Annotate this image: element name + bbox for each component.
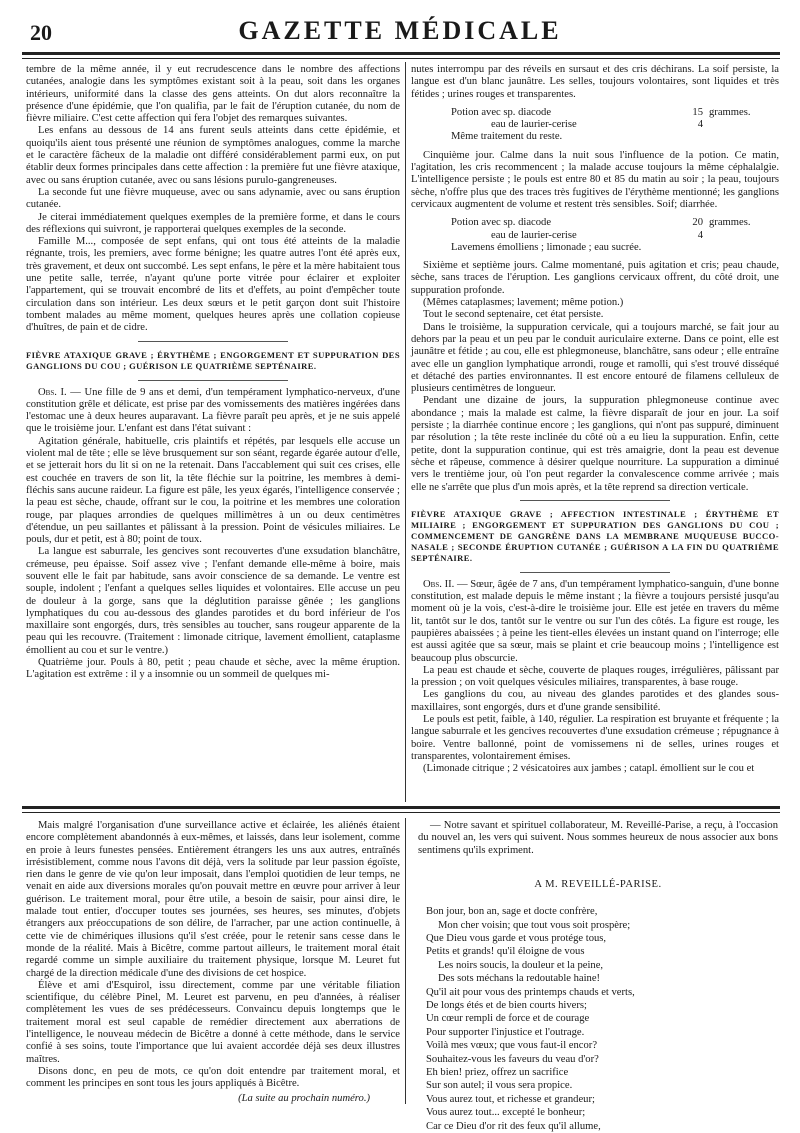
paragraph: Cinquième jour. Calme dans la nuit sous l'influence de la potion. Ce matin, l'agitation, les cris recommencent ; la malade accuse toujours la même céphalalgie. L'intelligence persiste ; le pouls est entre 80 et 85 du matin au soir ; la peau, toujours sèche, n'offre plus que des traces très fugitives de l'érythème mentionné; les ganglions cervicaux augmentent de volume et restent très sensibles. Soif; diarrhée. [411,149,779,210]
paragraph: Agitation générale, habituelle, cris plaintifs et répétés, par lesquels elle accuse un violent mal de tête ; elle se lève brusquement sur son séant, regarde égarée autour d'elle, et se jetterait hors du lit si on ne la retenait. Dans l'accablement qui suit ces crises, elle est couchée en travers de son lit, la tête fléchie sur la poitrine, les membres à demi-fléchis sans aucune raideur. La figure est pâle, les yeux égarés, l'intelligence conservée ; la peau est sèche, chaude, offrant sur le cou, la poitrine et les membres une coloration rouge, par plaques arrondies de quelques millimètres à un ou deux centimètres d'étendue, un peu saillantes et pâlissant à la pression. Point de vésicules miliaires. Le pouls, dur et petit, est à 80; point de toux. [26,435,400,546]
prescription-unit: grammes. [709,217,751,229]
column-divider [405,818,406,1104]
header-rule-thick [22,52,780,55]
prescription-quantity: 15 [692,106,703,118]
paragraph: Quatrième jour. Pouls à 80, petit ; peau chaude et sèche, avec la même éruption. L'agitation est extrême : il y a insomnie ou un sommeil de quelques mi- [26,657,400,681]
paragraph: Je citerai immédiatement quelques exemples de la première forme, et dans le cours des réflexions qui suivront, je rapporterai quelques exemples de la seconde. [26,211,400,235]
observation-text: — Sœur, âgée de 7 ans, d'un tempérament lymphatico-sanguin, d'une bonne constitution, est malade depuis le même instant ; la fièvre a toujours persisté jusqu'au moment où je la vois, c'est-à-dire le troisième jour. Elle est jetée en travers du même lit, tantôt sur le dos, tantôt sur le ventre ou sur l'un des côtés. La figure est rouge, les paupières abaissées ; à peine les tient-elles élevées un instant quand on l'interroge; elle est aussi agitée que sa sœur, mais se plaint et crie beaucoup moins ; l'intelligence est beaucoup plus obscurcie. [411,578,779,664]
section-divider [520,500,670,501]
observation-heading: FIÈVRE ATAXIQUE GRAVE ; AFFECTION INTESTINALE ; ÉRYTHÈME ET MILIAIRE ; ENGORGEMENT ET SUPPURATION DES GANGLIONS DU COU ; COMMENCEMENT DE GANGRÈNE DANS LA MEMBRANE MUQUEUSE BUCCO-NASALE ; SECONDE ÉRUPTION CUTANÉE ; GUÉRISON A LA FIN DU QUATRIÈME SEPTÉNAIRE. [411,508,779,563]
paragraph: Pendant une dizaine de jours, la suppuration phlegmoneuse continue avec abondance ; mais la malade est calme, la fièvre disparaît de jour en jour. La soif persiste ; la diarrhée continue encore ; les ganglions, qui n'ont pas suppuré, diminuent par résolution ; la tête reste inclinée du côté où a eu lieu la suppuration. Enfin, cette petite, dont la suppuration continue, qui est très amaigrie, dont la peau est devenue sèche et râpeuse, commence à désirer quelque nourriture. La suppuration a diminué vers le trentième jour, où l'on peut regarder la convalescence comme arrivée ; mais elle ne s'arrête que plus d'un mois après, et la tête reprend sa direction verticale. [411,395,779,493]
section-divider [138,380,288,381]
paragraph: La seconde fut une fièvre muqueuse, avec ou sans adynamie, avec ou sans éruption cutanée. [26,186,400,211]
paragraph: Sixième et septième jours. Calme momentané, puis agitation et cris; peau chaude, sèche, sans traces de l'éruption. Les ganglions cervicaux offrent, du côté droit, une suppuration profonde. [411,260,779,296]
prescription-note: Lavemens émolliens ; limonade ; eau sucrée. [451,241,642,253]
section-rule-thin [22,812,780,813]
continued-notice: (La suite au prochain numéro.) [238,1092,370,1104]
poem-line: Des sots méchans la redoutable haine! [438,973,601,985]
feuilleton-column [26,820,400,1104]
prescription-quantity: 4 [697,229,703,241]
prescription-quantity: 4 [697,119,703,131]
poem-line: Souhaitez-vous les faveurs du veau d'or? [426,1053,599,1065]
paragraph: Les enfans au dessous de 14 ans furent seuls atteints dans cette épidémie, et quoiqu'ils aient tous présenté une réunion de symptômes analogues, comme la marche et le caractère fâcheux de la maladie ont différé considérablement parmi eux, on put établir deux formes principales dans cette affection : la première fut une fièvre ataxique, avec ou sans éruption cutanée, avec ou sans lésions purulo-gangreneuses. [26,125,400,186]
section-divider [138,341,288,342]
paragraph: nutes interrompu par des réveils en sursaut et des cris déchirans. La soif persiste, la langue est d'un blanc jaunâtre. Les selles, toujours volontaires, sont liquides et très fétides ; urines rouges et transparentes. [411,64,779,100]
paragraph: (Limonade citrique ; 2 vésicatoires aux jambes ; catapl. émollient sur le cou et [423,763,755,775]
observation-label: Obs. II. [423,578,455,590]
right-column [411,64,779,800]
observation-label: Obs. I. [38,386,67,398]
prescription [451,217,779,254]
poem-line: Les noirs soucis, la douleur et la peine, [438,959,604,971]
paragraph: La peau est chaude et sèche, couverte de plaques rouges, irrégulières, pâlissant par la pression ; on voit quelques vésicules miliaires, transparentes, à base rouge. [411,664,779,689]
poem-line: Vous aurez tout, et richesse et grandeur; [426,1093,595,1105]
observation-paragraph [26,387,400,436]
observation-paragraph [411,579,779,665]
prescription-quantity: 20 [692,217,703,229]
column-divider [405,62,406,802]
paragraph: Mais malgré l'organisation d'une surveillance active et éclairée, les aliénés étaient encore complètement abandonnés à eux-mêmes, et laissés, dans leur isolement, comme en proie à leurs funestes pensées. Entièrement étrangers les uns aux autres, entraînés irrésistiblement, comme nous l'avons dit déjà, vers la solitude par leur passion égoïste, rien dans le genre de vie qu'on leur imposait, dans l'emploi quotidien de leur temps, ne venait en aide aux diversions morales qu'on pouvait mettre en œuvre pour arriver à leur guérison. Le traitement moral, pour être utile, a besoin de saisir, pour ainsi dire, le malade tout entier, d'occuper toutes ses journées, ses heures, ses minutes, d'objets étrangers aux préoccupations de son délire, de l'arracher, par une action continuelle, à cette vie de chimériques illusions qu'il s'est créée, pour le retenir sans cesse dans le monde de la réalité. Mais à Bicêtre, comme partout ailleurs, le traitement moral était regardé comme un simple auxiliaire du traitement physique, lorsque M. Leuret fut chargé de la direction médicale d'une des divisions de cet hospice. [26,820,400,979]
prescription-line: eau de laurier-cerise [491,229,577,241]
prescription-unit: grammes. [709,106,751,118]
section-rule-thick [22,806,780,809]
poem-line: Sur son autel; il vous sera propice. [426,1080,573,1092]
prescription-line: eau de laurier-cerise [491,119,577,131]
paragraph: La langue est saburrale, les gencives sont recouvertes d'une exsudation blanchâtre, crémeuse, peu épaisse. Soif assez vive ; l'enfant demande elle-même à boire, mais souvent elle le fait par habitude, sans avoir conscience de sa demande. Le ventre est souple, indolent ; l'enfant a quelques selles liquides et volontaires. Elle accuse un peu de douleur à la gorge, sans que la déglutition paraisse gênée ; les ganglions lymphatiques du cou au-dessous des glandes parotides et du bord inférieur de l'os maxillaire sont engorgés, durs, très sensibles au toucher, sans rougeur apparente de la peau qui les recouvre. (Traitement : limonade citrique, lavement émollient, cataplasme émollient au cou et sur le ventre.) [26,546,400,656]
poem-line: Eh bien! priez, offrez un sacrifice [426,1067,569,1079]
prescription-line: Potion avec sp. diacode [451,217,552,229]
poem-line: Mon cher voisin; que tout vous soit prospère; [438,919,631,931]
observation-heading: FIÈVRE ATAXIQUE GRAVE ; ÉRYTHÈME ; ENGORGEMENT ET SUPPURATION DES GANGLIONS DU COU ; GUÉRISON LE QUATRIÈME SEPTÉNAIRE. [26,349,400,371]
poem-line: De longs étés et de bien courts hivers; [426,1000,587,1012]
paragraph: Le pouls est petit, faible, à 140, régulier. La respiration est bruyante et fréquente ; la langue saburrale et les gencives recouvertes d'une exsudation crémeuse ; répugnance à boire. Ventre ballonné, point de vomissemens ni de selles, urines rouges et transparentes, volontairement émises. [411,714,779,762]
paragraph: Les ganglions du cou, au niveau des glandes parotides et des glandes sous-maxillaires, sont engorgés, durs et d'une grande sensibilité. [411,689,779,713]
poem-column [418,820,778,1132]
paragraph: Famille M..., composée de sept enfans, qui ont tous été atteints de la maladie régnante, trois, les premiers, avec forme bénigne; les quatre autres l'ont été après eux, très gravement, et deux ont succombé. Les sept enfans, le père et la mère habitaient tous une petite salle, terrée, n'ayant qu'une porte vitrée pour éclairer et exploiter l'appartement, qui se trouvait encombré de lits et d'effets, au point d'empêcher toute circulation dans son intérieur. Les deux sœurs et le petit garçon dont suit l'histoire tombent malades au même moment, quelques heures après une collation copieuse d'huîtres, de pain et de cidre. [26,236,400,334]
poem-line: Voilà mes vœux; que vous faut-il encor? [426,1040,598,1052]
header-rule-thin [22,58,780,59]
poem-line: Vous aurez tout... excepté le bonheur; [426,1107,586,1119]
section-divider [520,572,670,573]
prescription-line: Potion avec sp. diacode [451,106,552,118]
poem [418,905,778,1133]
paragraph: Dans le troisième, la suppuration cervicale, qui a toujours marché, se fait jour au dehors par la peau et un peu par le conduit auriculaire externe. Dans ce point, elle est jaunâtre et fétide ; au cou, elle est phlegmoneuse, blanchâtre, sans odeur ; elle entraîne avec elle un ganglion lymphatique arrondi, rouge et ramolli, qui s'est trouvé disséqué et détaché des parties environnantes. Il est encore entouré de filamens celluleux de plusieurs centimètres de longueur. [411,321,779,395]
paragraph: tembre de la même année, il y eut recrudescence dans le nombre des affections cutanées, analogie dans les symptômes existant soit à la peau, soit dans les organes intérieurs, uniformité dans la classe des gens atteints. On dut alors reconnaître la présence d'une épidémie, que l'on qualifia, par le fait de l'éruption cutanée, du nom de fièvre miliaire. C'est cette affection qui fera l'objet des remarques suivantes. [26,64,400,125]
poem-line: Bon jour, bon an, sage et docte confrère, [426,906,598,918]
page-number: 20 [30,20,52,45]
poem-intro: — Notre savant et spirituel collaborateur, M. Reveillé-Parise, a reçu, à l'occasion du nouvel an, les vers qui suivent. Nous sommes heureux de nous associer aux bons sentimens qu'ils expriment. [418,820,778,856]
paragraph: Tout le second septenaire, cet état persiste. [423,309,604,321]
poem-line: Un cœur rempli de force et de courage [426,1013,590,1025]
prescription-note: Même traitement du reste. [451,131,563,143]
paragraph: Élève et ami d'Esquirol, issu directement, comme par une véritable filiation scientifique, du célèbre Pinel, M. Leuret est parvenu, en peu d'années, à réaliser complètement les vues de ses prédécesseurs. Convaincu depuis longtemps que le traitement moral est seul capable de remédier directement aux aberrations de l'intelligence, le nouveau médecin de Bicêtre a donné à cette méthode, dans le service confié à ses soins, toute l'importance que lui avaient accordée déjà ses deux illustres maîtres. [26,979,400,1065]
poem-line: Petits et grands! qu'il éloigne de vous [426,946,585,958]
paragraph: Disons donc, en peu de mots, ce qu'on doit entendre par traitement moral, et comment les principes en sont tous les jours appliqués à Bicêtre. [26,1065,400,1090]
poem-line: Pour supporter l'injustice et l'outrage. [426,1026,585,1038]
observation-text: — Une fille de 9 ans et demi, d'un tempérament lymphatico-nerveux, d'une constitution grêle et délicate, est prise par des vomissements des matières ingérées dans l'estomac une à deux heures auparavant. La fièvre paraît peu après, et je ne suis appelé que le troisième jour. L'enfant est dans l'état suivant : [26,386,400,435]
poem-title: A M. REVEILLÉ-PARISE. [534,878,662,890]
left-column [26,64,400,800]
paragraph: (Mêmes cataplasmes; lavement; même potion.) [423,297,624,309]
poem-line: Que Dieu vous garde et vous protége tous, [426,933,607,944]
prescription [451,107,779,144]
poem-line: Qu'il ait pour vous des printemps chauds et verts, [426,986,635,998]
masthead-title: GAZETTE MÉDICALE [238,16,562,45]
poem-line: Car ce Dieu d'or rit des feux qu'il allume, [426,1120,601,1132]
